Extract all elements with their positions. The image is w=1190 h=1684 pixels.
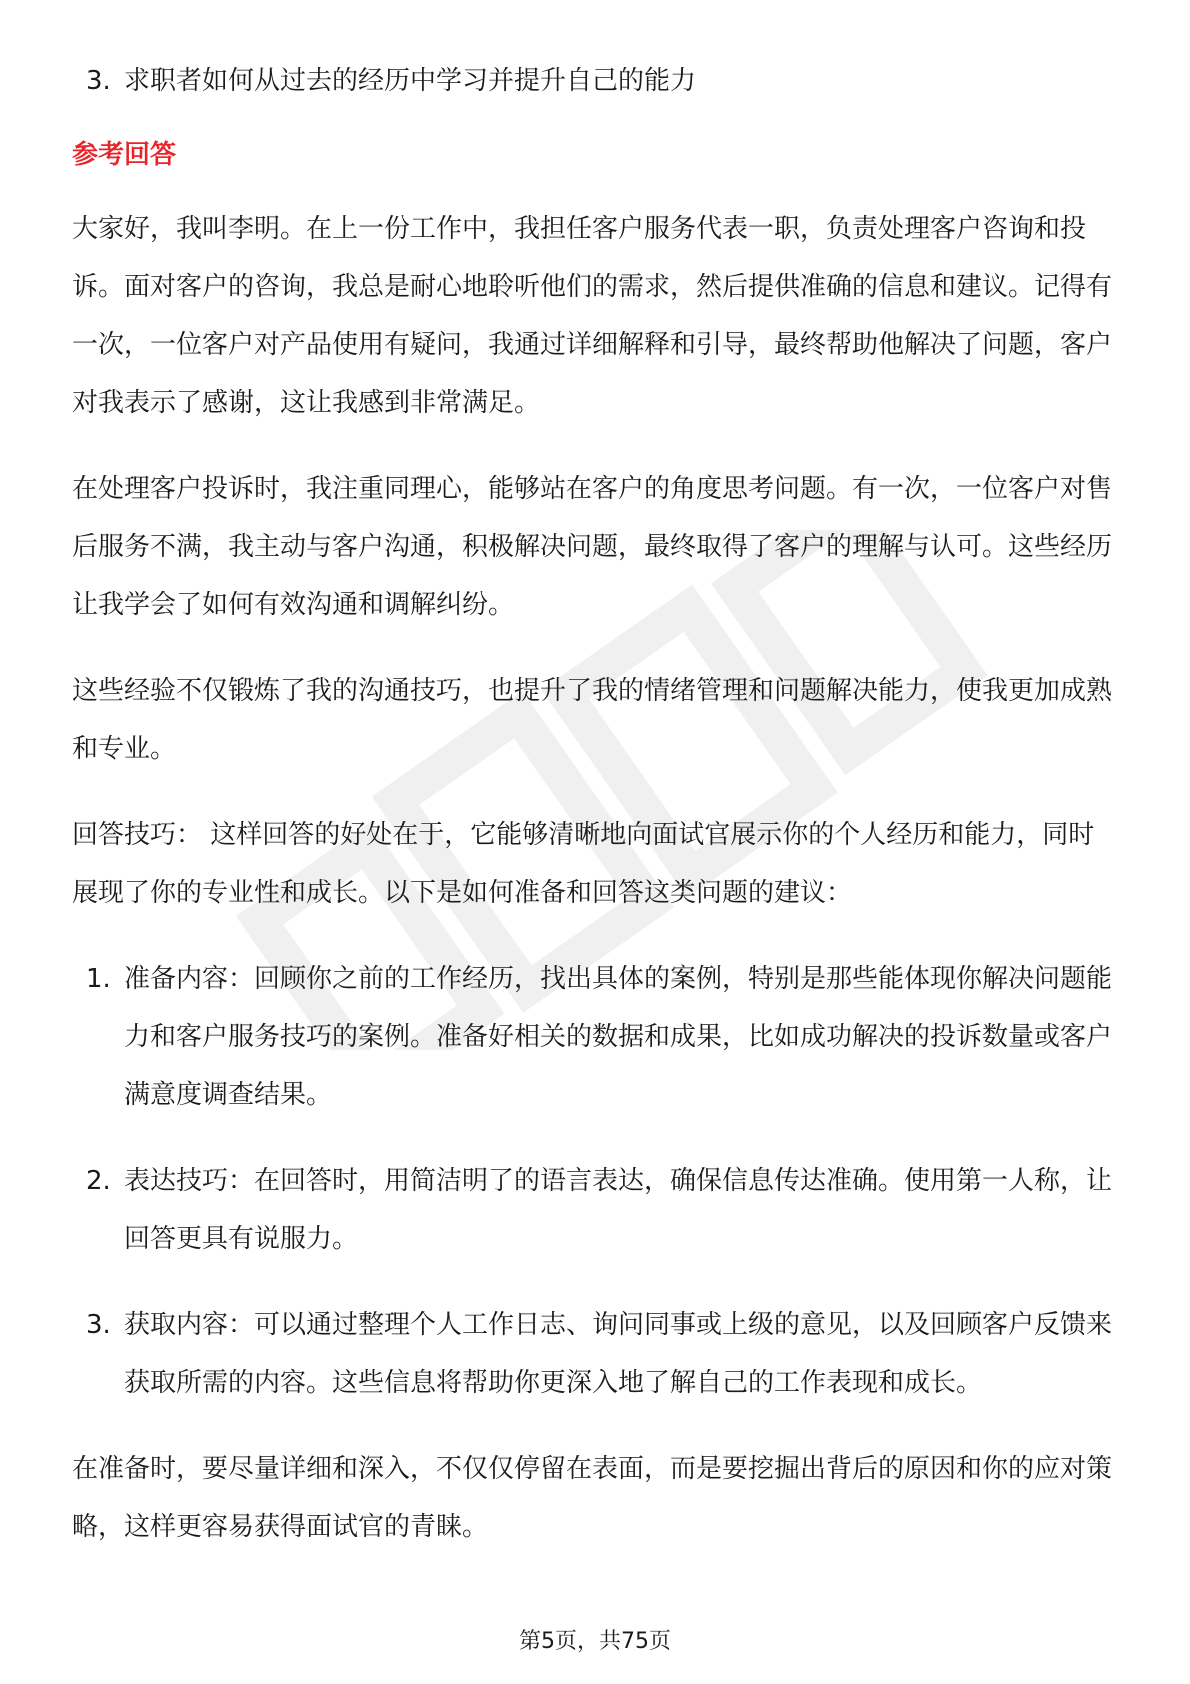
tips-list (72, 950, 1118, 1412)
paragraph-tips-intro: 回答技巧： 这样回答的好处在于，它能够清晰地向面试官展示你的个人经历和能力，同时展现了你的专业性和成长。以下是如何准备和回答这类问题的建议： (72, 820, 1095, 908)
section-heading: 参考回答 (72, 140, 177, 170)
paragraph-closing: 在准备时，要尽量详细和深入，不仅仅停留在表面，而是要挖掘出背后的原因和你的应对策略，这样更容易获得面试官的青睐。 (72, 1454, 1113, 1542)
list-text: 求职者如何从过去的经历中学习并提升自己的能力 (124, 66, 697, 96)
list-text: 表达技巧：在回答时，用简洁明了的语言表达，确保信息传达准确。使用第一人称，让回答更具有说服力。 (124, 1166, 1113, 1254)
list-number: 3. (86, 66, 111, 96)
list-number: 1. (86, 964, 111, 994)
document-body (72, 52, 1118, 1556)
paragraph-intro: 大家好，我叫李明。在上一份工作中，我担任客户服务代表一职，负责处理客户咨询和投诉。面对客户的咨询，我总是耐心地聆听他们的需求，然后提供准确的信息和建议。记得有一次，一位客户对产品使用有疑问，我通过详细解释和引导，最终帮助他解决了问题，客户对我表示了感谢，这让我感到非常满足。 (72, 214, 1113, 418)
tip-item (72, 950, 1118, 1124)
paragraph-experience: 这些经验不仅锻炼了我的沟通技巧，也提升了我的情绪管理和问题解决能力，使我更加成熟和专业。 (72, 676, 1113, 764)
list-number: 3. (86, 1310, 111, 1340)
page-number-footer: 第5页，共75页 (519, 1629, 671, 1654)
list-text: 准备内容：回顾你之前的工作经历，找出具体的案例，特别是那些能体现你解决问题能力和客户服务技巧的案例。准备好相关的数据和成果，比如成功解决的投诉数量或客户满意度调查结果。 (124, 964, 1113, 1110)
tip-item (72, 1296, 1118, 1412)
tip-item (72, 1152, 1118, 1268)
paragraph-complaints: 在处理客户投诉时，我注重同理心，能够站在客户的角度思考问题。有一次，一位客户对售后服务不满，我主动与客户沟通，积极解决问题，最终取得了客户的理解与认可。这些经历让我学会了如何有效沟通和调解纠纷。 (72, 474, 1113, 620)
intro-list-item (72, 52, 1118, 110)
list-number: 2. (86, 1166, 111, 1196)
list-text: 获取内容：可以通过整理个人工作日志、询问同事或上级的意见，以及回顾客户反馈来获取所需的内容。这些信息将帮助你更深入地了解自己的工作表现和成长。 (124, 1310, 1113, 1398)
